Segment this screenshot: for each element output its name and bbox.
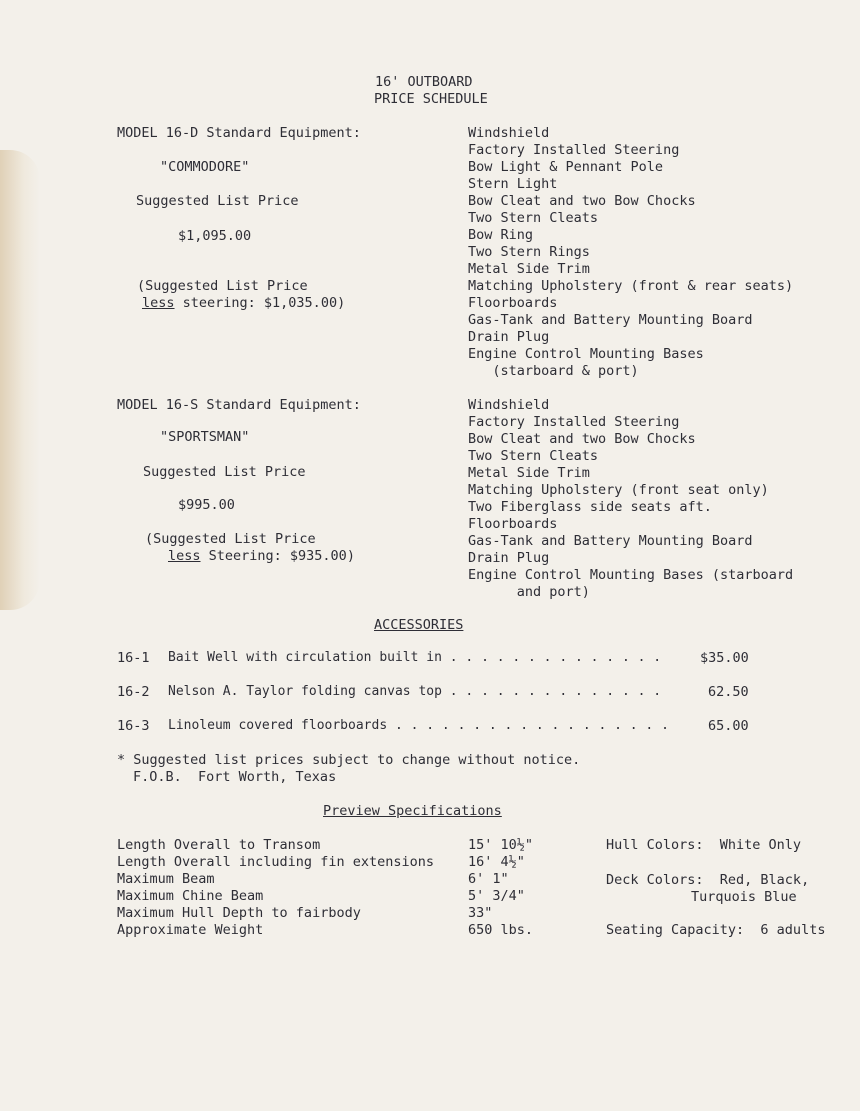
spec-label: Maximum Beam	[117, 871, 215, 887]
document-subtitle: PRICE SCHEDULE	[374, 91, 488, 107]
model-s-name: "SPORTSMAN"	[160, 429, 250, 445]
model-s-less-steering-price: less Steering: $935.00)	[168, 548, 355, 564]
model-s-less-steering-label: (Suggested List Price	[145, 531, 316, 547]
accessory-price: 62.50	[708, 684, 749, 700]
document-title: 16' OUTBOARD	[375, 74, 473, 90]
equipment-item: Metal Side Trim	[468, 261, 590, 277]
spec-label: Length Overall to Transom	[117, 837, 321, 853]
price-note: * Suggested list prices subject to change without notice.	[117, 752, 581, 768]
spec-value: 33"	[468, 905, 493, 921]
spec-value: 650 lbs.	[468, 922, 534, 938]
equipment-item: Floorboards	[468, 516, 558, 532]
spec-value: 16' 4½"	[468, 854, 525, 870]
equipment-item: Two Stern Cleats	[468, 448, 599, 464]
spec-label: Maximum Chine Beam	[117, 888, 264, 904]
water-stain	[0, 150, 40, 610]
equipment-item: and port)	[468, 584, 590, 600]
equipment-item: Floorboards	[468, 295, 558, 311]
model-d-price: $1,095.00	[178, 228, 252, 244]
equipment-item: Drain Plug	[468, 329, 550, 345]
equipment-item: Stern Light	[468, 176, 558, 192]
accessory-code: 16-3	[117, 718, 150, 734]
equipment-item: Bow Light & Pennant Pole	[468, 159, 664, 175]
less-underlined: less	[142, 295, 175, 311]
model-d-name: "COMMODORE"	[160, 159, 250, 175]
equipment-item: Two Stern Cleats	[468, 210, 599, 226]
fob-note: F.O.B. Fort Worth, Texas	[133, 769, 337, 785]
accessory-price: $35.00	[700, 650, 749, 666]
equipment-item: (starboard & port)	[468, 363, 639, 379]
accessories-heading: ACCESSORIES	[374, 617, 464, 633]
spec-label: Maximum Hull Depth to fairbody	[117, 905, 361, 921]
accessory-description: Linoleum covered floorboards . . . . . . . . . . . . . . . . . .	[168, 718, 669, 733]
spec-label: Approximate Weight	[117, 922, 264, 938]
equipment-item: Bow Ring	[468, 227, 534, 243]
model-s-price: $995.00	[178, 497, 235, 513]
equipment-item: Gas-Tank and Battery Mounting Board	[468, 533, 753, 549]
equipment-item: Windshield	[468, 125, 550, 141]
accessory-description: Bait Well with circulation built in . . . . . . . . . . . . . .	[168, 650, 662, 665]
seating-capacity: Seating Capacity: 6 adults	[606, 922, 826, 938]
equipment-item: Engine Control Mounting Bases (starboard	[468, 567, 794, 583]
equipment-item: Engine Control Mounting Bases	[468, 346, 704, 362]
equipment-item: Factory Installed Steering	[468, 142, 680, 158]
equipment-item: Drain Plug	[468, 550, 550, 566]
spec-value: 15' 10½"	[468, 837, 534, 853]
model-d-less-steering-label: (Suggested List Price	[137, 278, 308, 294]
less-underlined: less	[168, 548, 201, 564]
equipment-item: Bow Cleat and two Bow Chocks	[468, 193, 696, 209]
spec-label: Length Overall including fin extensions	[117, 854, 434, 870]
equipment-item: Matching Upholstery (front seat only)	[468, 482, 769, 498]
equipment-item: Gas-Tank and Battery Mounting Board	[468, 312, 753, 328]
equipment-item: Two Fiberglass side seats aft.	[468, 499, 712, 515]
equipment-item: Two Stern Rings	[468, 244, 590, 260]
equipment-item: Matching Upholstery (front & rear seats)	[468, 278, 794, 294]
accessory-description: Nelson A. Taylor folding canvas top . . . . . . . . . . . . . .	[168, 684, 662, 699]
deck-colors-continued: Turquois Blue	[691, 889, 797, 905]
deck-colors: Deck Colors: Red, Black,	[606, 872, 810, 888]
accessory-code: 16-1	[117, 650, 150, 666]
model-d-heading: MODEL 16-D Standard Equipment:	[117, 125, 361, 141]
equipment-item: Metal Side Trim	[468, 465, 590, 481]
model-d-price-label: Suggested List Price	[136, 193, 299, 209]
spec-value: 6' 1"	[468, 871, 509, 887]
equipment-item: Windshield	[468, 397, 550, 413]
equipment-item: Factory Installed Steering	[468, 414, 680, 430]
equipment-item: Bow Cleat and two Bow Chocks	[468, 431, 696, 447]
hull-colors: Hull Colors: White Only	[606, 837, 802, 853]
accessory-code: 16-2	[117, 684, 150, 700]
model-d-less-steering-price: less steering: $1,035.00)	[142, 295, 346, 311]
model-s-heading: MODEL 16-S Standard Equipment:	[117, 397, 361, 413]
model-s-price-label: Suggested List Price	[143, 464, 306, 480]
specs-heading: Preview Specifications	[323, 803, 502, 819]
spec-value: 5' 3/4"	[468, 888, 525, 904]
accessory-price: 65.00	[708, 718, 749, 734]
